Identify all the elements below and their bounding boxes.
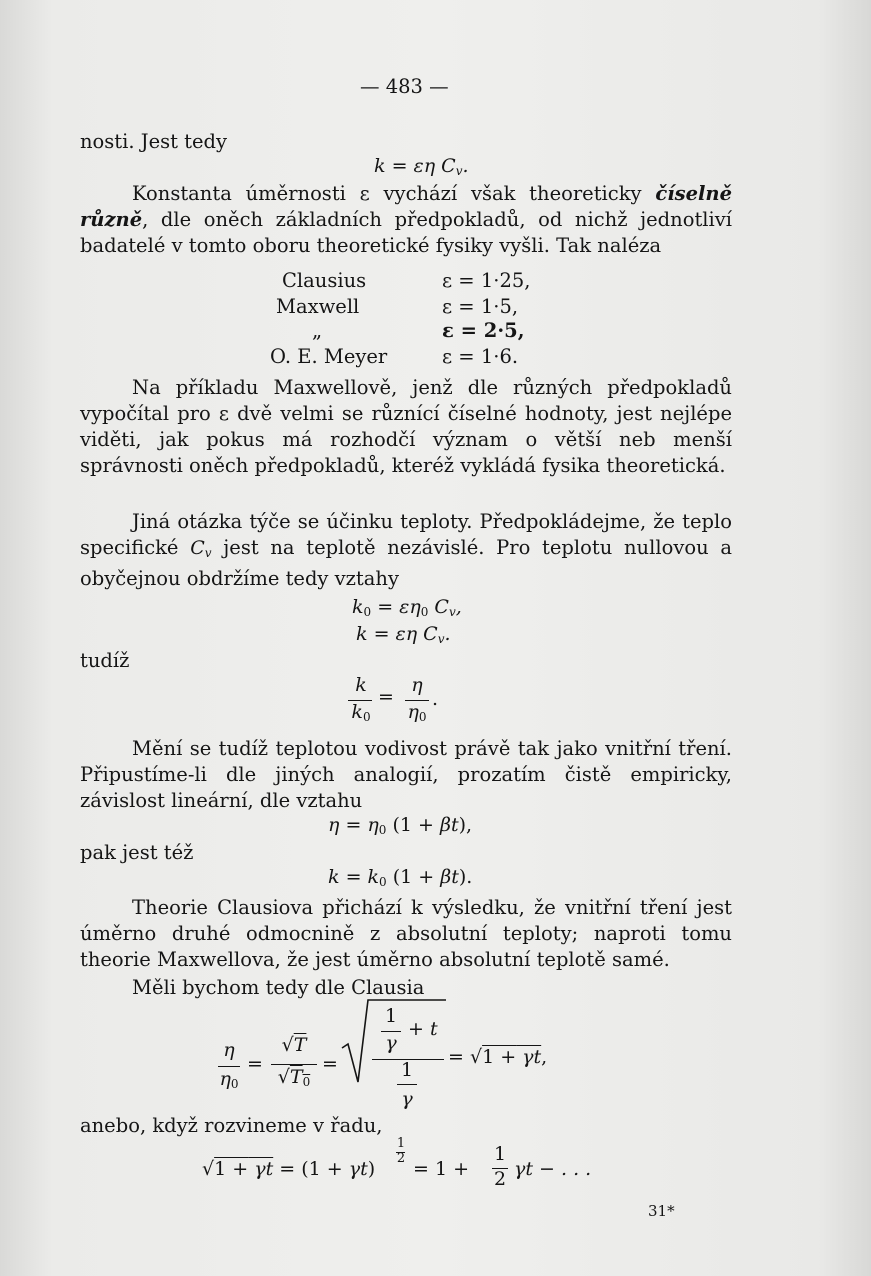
fraction-numerator: k [355,674,367,696]
fraction-denominator: $\eta_0$ [407,701,427,724]
formula-k-eta: k = εη $C_v$. [356,623,451,646]
table-value: ε = 2·5, [442,319,525,342]
document-page: — 483 — nosti. Jest tedy k = εη $C_v$. Konstanta úměrnosti ε vychází však theoreticky číselně různě, dle oněch základních předpokladů, od nichž jednotliví badatelé v tomto oboru theoretické fysiky vyšli. Tak naléza Clausius ε = 1·25, Maxwell ε = 1·5, „ ε = 2·5, O. E. Meyer ε = 1·6. Na příkladu Maxwellově, jenž dle různých předpokladů vypočítal pro ε dvě velmi se různící číselné hodnoty, jest nejlépe viděti, jak pokus má rozhodčí význam o větší neb menší správnosti oněch předpokladů, kteréž vykládá fysika theoretická. Jiná otázka týče se účinku teploty. Předpokládejme, že teplo specifické $C_v$ jest na teplotě nezávislé. Pro teplotu nullovou a obyčejnou obdržíme tedy vztahy $k_0 = \varepsilon\eta_0$ $C_v$, k = εη $C_v$. tudíž k $k_0$ = η $\eta_0$ . Mění se tudíž teplotou vodivost právě tak jako vnitřní tření. Připustíme-li dle jiných analogií, prozatím čistě empiricky, závislost lineární, dle vztahu $\eta = \eta_0$ (1 + βt), pak jest též $k = k_0$ (1 + βt). Theorie Clausiova přichází k výsledku, že vnitřní tření jest úměrno druhé odmocnině z absolutní teploty; naproti tomu theorie Maxwellova, že jest úměrno absolutní teplotě samé. Měli bychom tedy dle Clausia η $\eta_0$ = √T $√T_0$ = 1 γ + t 1 γ = √1 + γt, anebo, když rozvineme v řadu, √1 + γt = (1 + γt) 1 2 = 1 + 1 2 γt − . . . 31* [0,0,871,1276]
fraction-denominator: $k_0$ [351,701,371,724]
formula-k-linear: $k = k_0$ (1 + βt). [328,866,473,889]
table-value: ε = 1·5, [442,295,519,318]
paragraph: Měli bychom tedy dle Clausia [132,976,425,999]
signature-mark: 31* [648,1202,675,1220]
paragraph: Jiná otázka týče se účinku teploty. Předpokládejme, že teplo specifické $C_v$ jest na teplotě nezávislé. Pro teplotu nullovou a obyčejnou obdržíme tedy vztahy [80,510,732,590]
emphasis: číselně různě [80,182,732,231]
paragraph: Theorie Clausiova přichází k výsledku, že vnitřní tření jest úměrno druhé odmocnině z absolutní teploty; naproti tomu theorie Maxwellova, že jest úměrno absolutní teplotě samé. [80,896,732,971]
text-line: anebo, když rozvineme v řadu, [80,1114,383,1137]
text-line: nosti. Jest tedy [80,130,228,153]
formula-k: k = εη $C_v$. [374,155,469,178]
period: . [432,688,439,710]
table-name: Clausius [282,269,367,292]
page-number: — 483 — [360,75,449,98]
table-value: ε = 1·25, [442,269,531,292]
fraction-numerator: η [411,674,423,696]
text-line: pak jest též [80,841,194,864]
equals-sign: = [378,686,394,708]
table-name: O. E. Meyer [270,345,388,368]
paragraph: Konstanta úměrnosti ε vychází však theoreticky číselně různě, dle oněch základních předpokladů, od nichž jednotliví badatelé v tomto oboru theoretické fysiky vyšli. Tak naléza [80,182,732,257]
paragraph: Na příkladu Maxwellově, jenž dle různých předpokladů vypočítal pro ε dvě velmi se různící číselné hodnoty, jest nejlépe viděti, jak pokus má rozhodčí význam o větší neb menší správnosti oněch předpokladů, kteréž vykládá fysika theoretická. [80,376,732,477]
table-name: „ [312,319,323,342]
paragraph: Mění se tudíž teplotou vodivost právě tak jako vnitřní tření. Připustíme-li dle jiných analogií, prozatím čistě empiricky, závislost lineární, dle vztahu [80,737,732,812]
formula-eta-linear: $\eta = \eta_0$ (1 + βt), [328,814,473,837]
formula-k0: $k_0 = \varepsilon\eta_0$ $C_v$, [352,596,462,619]
text-line: tudíž [80,649,130,672]
table-value: ε = 1·6. [442,345,519,368]
table-name: Maxwell [276,295,360,318]
